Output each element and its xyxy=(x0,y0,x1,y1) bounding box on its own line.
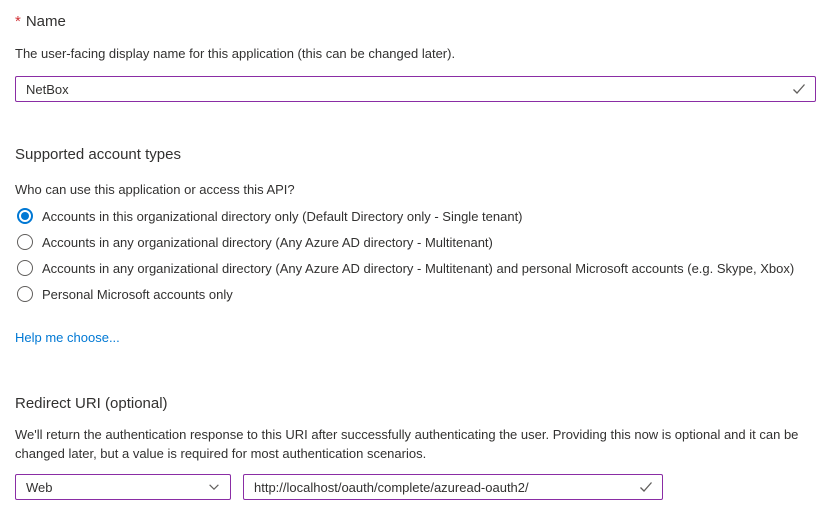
radio-option-label: Accounts in any organizational directory (Any Azure AD directory - Multitenant) xyxy=(42,234,493,250)
redirect-uri-row xyxy=(15,474,816,500)
chevron-down-icon xyxy=(207,480,221,494)
name-section-title xyxy=(15,11,816,32)
radio-option-2[interactable] xyxy=(15,255,816,281)
radio-option-0[interactable] xyxy=(15,203,816,229)
help-me-choose-link[interactable]: Help me choose... xyxy=(15,330,120,345)
name-input[interactable] xyxy=(15,76,816,102)
account-types-radio-group xyxy=(15,203,816,307)
uri-input-wrap xyxy=(243,474,663,500)
account-types-question: Who can use this application or access this API? xyxy=(15,182,295,197)
radio-option-3[interactable] xyxy=(15,281,816,307)
platform-selected-value: Web xyxy=(26,479,53,495)
redirect-uri-title: Redirect URI (optional) xyxy=(15,395,168,412)
radio-option-label: Accounts in any organizational directory (Any Azure AD directory - Multitenant) and personal Microsoft accounts (e.g. Skype, Xbox) xyxy=(42,260,795,276)
name-input-wrap xyxy=(15,76,816,102)
name-description: The user-facing display name for this application (this can be changed later). xyxy=(15,46,456,61)
platform-select[interactable] xyxy=(15,474,231,500)
redirect-uri-description: We'll return the authentication response to this URI after successfully authenticating the user. Providing this now is optional and it can be changed later, but a value is required for most authentication scenarios. xyxy=(15,427,799,461)
required-asterisk: * xyxy=(15,13,21,30)
radio-button-icon[interactable] xyxy=(17,234,33,250)
name-label: Name xyxy=(25,13,66,30)
radio-button-icon[interactable] xyxy=(17,208,33,224)
radio-button-icon[interactable] xyxy=(17,286,33,302)
redirect-uri-input[interactable] xyxy=(243,474,663,500)
radio-option-label: Personal Microsoft accounts only xyxy=(42,286,233,302)
radio-button-icon[interactable] xyxy=(17,260,33,276)
radio-option-1[interactable] xyxy=(15,229,816,255)
radio-option-label: Accounts in this organizational directory only (Default Directory only - Single tenant) xyxy=(42,208,523,224)
account-types-title: Supported account types xyxy=(15,146,181,163)
